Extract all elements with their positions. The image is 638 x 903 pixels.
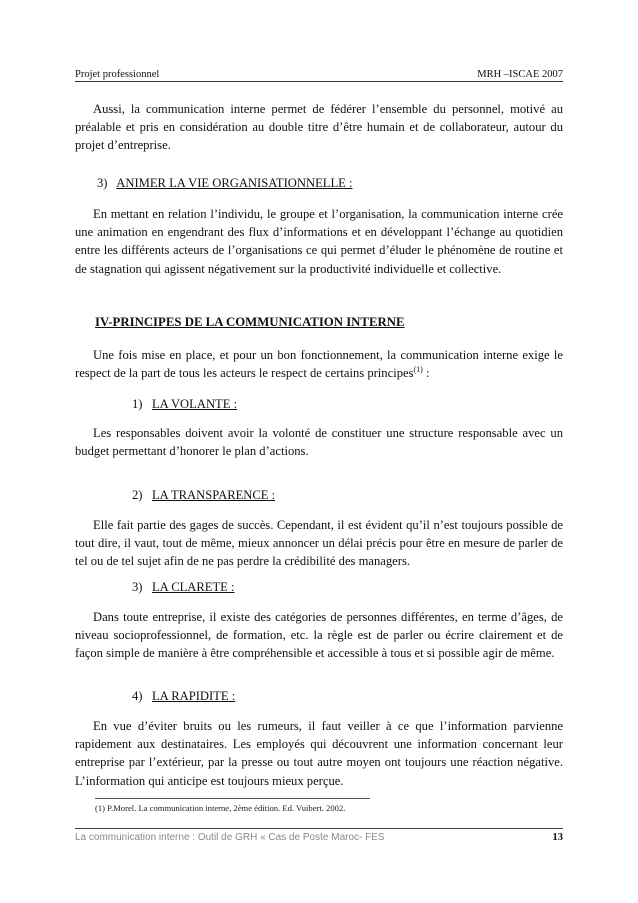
principes-text: Une fois mise en place, et pour un bon fonctionnement, la communication interne exige le respect de la part de tous les acteurs le respect de certains principes: [75, 348, 563, 381]
heading-label: LA CLARETE :: [151, 580, 235, 594]
paragraph-principes: [75, 346, 563, 382]
footer-title: La communication interne : Outil de GRH « Cas de Poste Maroc- FES: [75, 832, 385, 843]
heading-label: LA VOLANTE :: [151, 397, 238, 411]
header-left: Projet professionnel: [75, 69, 160, 80]
header-rule: [75, 81, 563, 82]
header-right: MRH –ISCAE 2007: [477, 69, 563, 80]
heading-number: 4): [132, 689, 143, 703]
heading-number: 2): [132, 488, 143, 502]
page-number: 13: [552, 832, 563, 843]
principes-end: :: [422, 366, 430, 381]
heading-number: 3): [97, 176, 108, 190]
heading-transparence: [132, 486, 382, 504]
heading-label: ANIMER LA VIE ORGANISATIONNELLE :: [116, 176, 353, 190]
heading-rapidite: [132, 687, 382, 705]
paragraph-clarete: Dans toute entreprise, il existe des catégories de personnes différentes, en terme d’âges, de niveau socioprofessionnel, de formation, etc. la règle est de parler ou écrire clairement et de façon simple de manière à être compréhensible et accessible à tous et si possible agir de même.: [75, 610, 563, 661]
heading-number: 3): [132, 580, 143, 594]
page-header: [75, 66, 563, 80]
heading-clarete: [132, 578, 382, 596]
heading-animer: [97, 174, 397, 192]
paragraph-volante: Les responsables doivent avoir la volonté de constituer une structure responsable avec un budget permettant d’honorer le plan d’actions.: [75, 426, 563, 459]
heading-number: 1): [132, 397, 143, 411]
footnote-rule: [95, 798, 370, 799]
footnote: (1) P.Morel. La communication interne, 2ème édition. Ed. Vuibert. 2002.: [95, 803, 346, 813]
section-title: IV-PRINCIPES DE LA COMMUNICATION INTERNE: [95, 315, 405, 329]
paragraph-transparence: Elle fait partie des gages de succès. Cependant, il est évident qu’il n’est toujours possible de tout dire, il vaut, tout de même, mieux annoncer un délai précis pour être en mesure de parler de tel ou de tel sujet afin de ne pas perdre la crédibilité des managers.: [75, 518, 563, 569]
section-heading-wrap: [95, 313, 515, 331]
paragraph-intro: Aussi, la communication interne permet de fédérer l’ensemble du personnel, motivé au préalable et pris en considération au double titre d’être humain et de collaborateur, autour du projet d’entreprise.: [75, 102, 563, 153]
heading-label: LA TRANSPARENCE :: [151, 488, 276, 502]
footer-rule: [75, 828, 563, 829]
heading-volante: [132, 395, 382, 413]
footnote-ref: (1): [413, 365, 423, 375]
heading-label: LA RAPIDITE :: [151, 689, 236, 703]
page-footer: [75, 832, 563, 843]
paragraph-animer: En mettant en relation l’individu, le groupe et l’organisation, la communication interne crée une animation en engendrant des flux d’informations et en développant l’échange au quotidien entre les différents acteurs de l’organisations ce qui permet d’éluder le phénomène de routine et de stagnation qui agissent négativement sur la productivité individuelle et collective.: [75, 207, 563, 276]
paragraph-rapidite: En vue d’éviter bruits ou les rumeurs, il faut veiller à ce que l’information parvienne rapidement aux destinataires. Les employés qui découvrent une information concernant leur entreprise par l’extérieur, par la presse ou tout autre moyen ont toujours une réaction négative. L’information qui anticipe est toujours mieux perçue.: [75, 719, 563, 788]
